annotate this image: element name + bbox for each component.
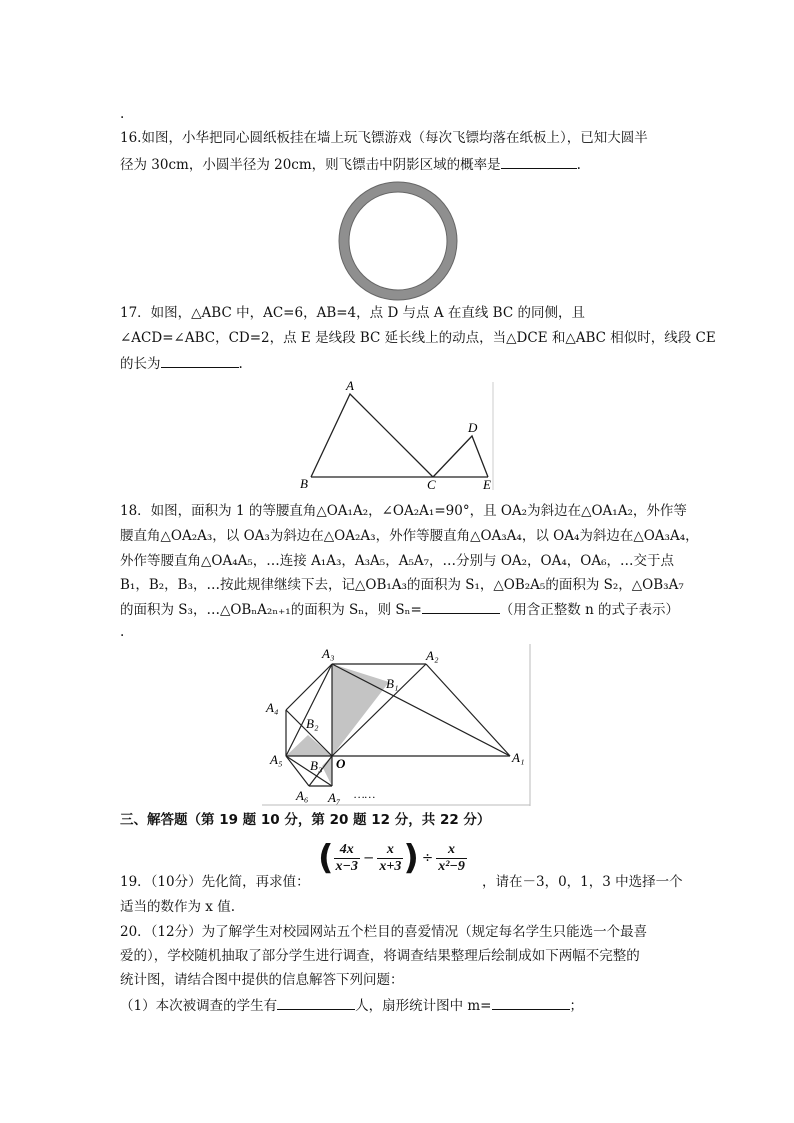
q19-expression <box>318 838 467 878</box>
q18-line2: 腰直角△OA₂A₃，以 OA₃为斜边在△OA₂A₃，外作等腰直角△OA₃A₄，以 OA₄为斜边在△OA₃A₄， <box>120 528 699 544</box>
label-a1: A₁ <box>512 750 525 765</box>
label-a6: A₆ <box>296 788 309 803</box>
section3-heading: 三、解答题（第 19 题 10 分，第 20 题 12 分，共 22 分） <box>120 812 491 828</box>
q17-end: . <box>238 356 243 372</box>
label-a: A <box>346 378 354 393</box>
label-a4: A₄ <box>266 700 279 715</box>
q18-answer-blank <box>422 599 500 614</box>
q18-triangle-sequence-figure <box>258 642 534 808</box>
fraction-x-over-x2-9: $\frac{x}{\text{x²−9}}$ <box>438 841 465 874</box>
shaded-ob2a5 <box>286 735 332 756</box>
q20-line3: 统计图，请结合图中提供的信息解答下列问题： <box>120 972 404 988</box>
label-b2: B₂ <box>306 716 319 731</box>
label-b1: B₁ <box>386 676 399 691</box>
q19-prefix: 19．（10分）先化简，再求值： <box>120 874 310 890</box>
q20-line1: 20．（12分）为了解学生对校园网站五个栏目的喜爱情况（规定每名学生只能选一个最喜 <box>120 924 648 940</box>
q20-sub1-c: ； <box>569 998 583 1014</box>
q17-triangle-figure <box>296 378 500 492</box>
q17-answer-blank <box>161 353 239 368</box>
label-a5: A₅ <box>270 752 283 767</box>
q18-line3: 外作等腰直角△OA₄A₅，…连接 A₁A₃，A₃A₅，A₅A₇，…分别与 OA₂，OA₄，OA₆，…交于点 <box>120 553 675 569</box>
label-a3: A₃ <box>322 646 335 661</box>
inner-circle <box>349 192 447 290</box>
q17-line3 <box>120 353 243 374</box>
q20-sub1-a: （1）本次被调查的学生有 <box>120 998 278 1014</box>
triangle-abc <box>311 394 433 477</box>
q18-text-b: （用含正整数 n 的式子表示） <box>499 602 680 618</box>
right-paren: ) <box>403 838 419 878</box>
stray-dot: . <box>120 106 125 122</box>
fraction-x: $\frac{x}{x+3}$ <box>379 841 402 874</box>
q18-line5 <box>120 599 679 620</box>
q16-line2 <box>120 154 581 175</box>
q16-concentric-circles-figure <box>335 178 461 304</box>
label-a2: A₂ <box>426 648 439 663</box>
q20-sub1-b: 人，扇形统计图中 m= <box>355 998 492 1014</box>
q16-end: . <box>576 157 581 173</box>
label-b: B <box>300 476 308 491</box>
q18-text-a: 的面积为 S₃，…△OBₙA₂ₙ₊₁的面积为 Sₙ，则 Sₙ= <box>120 602 422 618</box>
q19-suffix: ，请在－3，0，1，3 中选择一个 <box>482 874 683 890</box>
label-a7: A₇ <box>328 790 341 805</box>
q20-students-blank <box>277 995 355 1010</box>
label-b3: B₃ <box>310 758 323 773</box>
left-paren: ( <box>318 838 334 878</box>
label-d: D <box>468 420 478 435</box>
q16-text: 径为 30cm，小圆半径为 20cm，则飞镖击中阴影区域的概率是 <box>120 157 501 173</box>
q18-dot: . <box>120 624 125 640</box>
q17-line2: ∠ACD=∠ABC，CD=2，点 E 是线段 BC 延长线上的动点，当△DCE 和△ABC 相似时，线段 CE <box>120 330 716 346</box>
fraction-4x: $\frac{4x}{x-3}$ <box>335 841 359 874</box>
triangle-dce <box>433 436 488 477</box>
q16-answer-blank <box>501 154 577 169</box>
label-c: C <box>427 477 436 492</box>
q18-line1: 18．如图，面积为 1 的等腰直角△OA₁A₂，∠OA₂A₁=90°，且 OA₂为斜边在△OA₁A₂，外作等 <box>120 503 687 519</box>
label-e: E <box>483 477 491 492</box>
q17-text: 的长为 <box>120 356 161 372</box>
divide-sign: ÷ <box>421 850 434 866</box>
label-ellipsis: …… <box>354 787 376 801</box>
shaded-ob3a7 <box>322 756 332 786</box>
minus-sign: − <box>363 850 375 866</box>
q20-line2: 爱的），学校随机抽取了部分学生进行调查，将调查结果整理后绘制成如下两幅不完整的 <box>120 948 640 964</box>
label-o: O <box>336 756 346 771</box>
shaded-ob1a3 <box>332 664 389 756</box>
q17-line1: 17．如图，△ABC 中，AC=6，AB=4，点 D 与点 A 在直线 BC 的同侧，且 <box>120 305 585 321</box>
q20-sub1 <box>120 995 583 1016</box>
q16-line1: 16.如图，小华把同心圆纸板挂在墙上玩飞镖游戏（每次飞镖均落在纸板上），已知大圆半 <box>120 130 648 146</box>
q20-m-blank <box>492 995 570 1010</box>
q19-line2: 适当的数作为 x 值. <box>120 899 235 915</box>
q18-line4: B₁，B₂，B₃，…按此规律继续下去，记△OB₁A₃的面积为 S₁，△OB₂A₅的面积为 S₂，△OB₃A₇ <box>120 577 684 593</box>
